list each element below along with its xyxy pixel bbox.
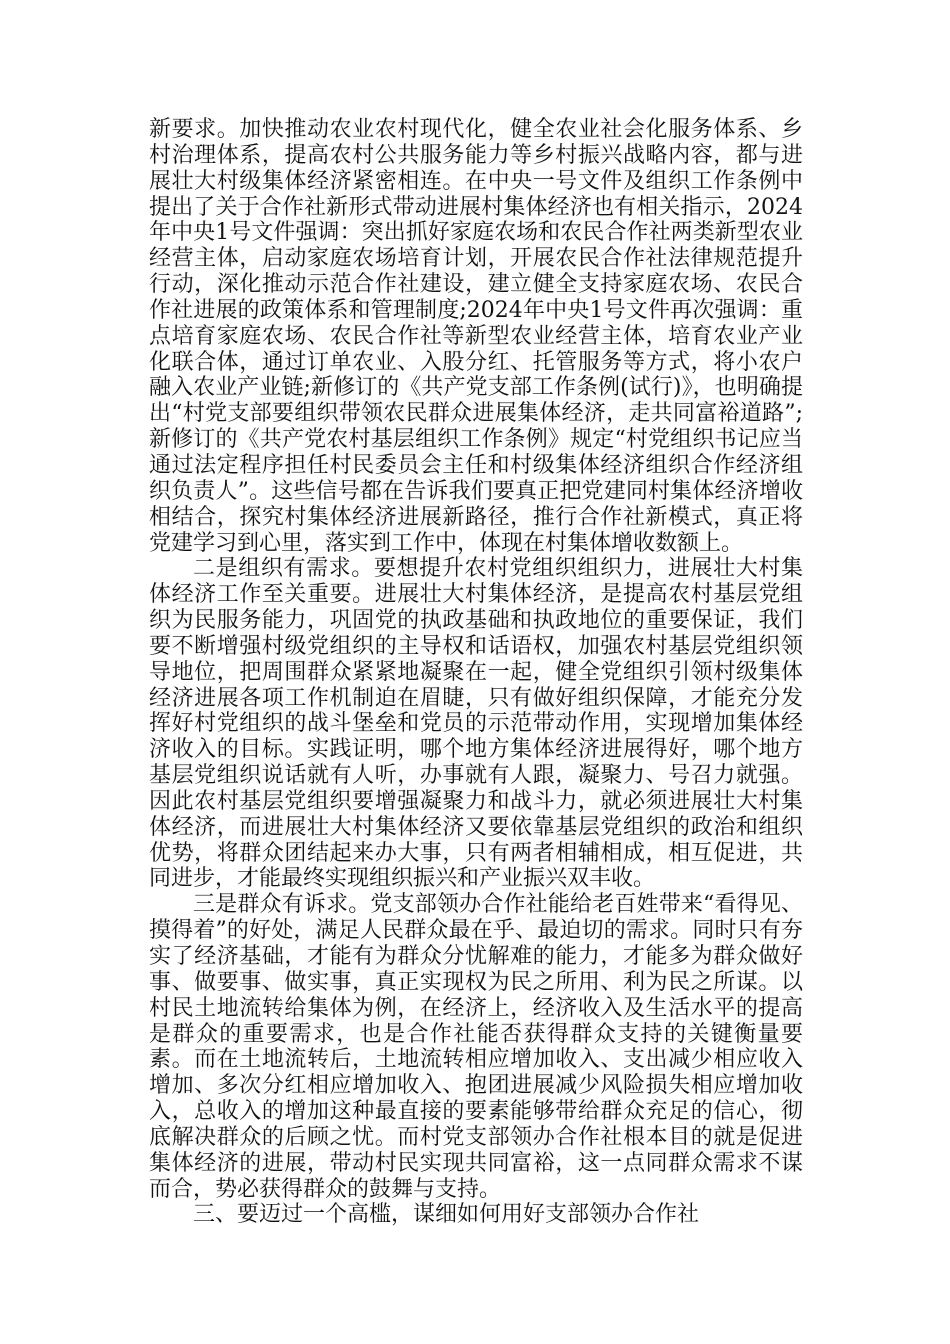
- document-body: [149, 117, 803, 1228]
- paragraph-public-demand: 三是群众有诉求。党支部领办合作社能给老百姓带来“看得见、摸得着”的好处，满足人民群众最在乎、最迫切的需求。同时只有夯实了经济基础，才能有为群众分忧解难的能力，才能多为群众做好事、做要事、做实事，真正实现权为民之所用、利为民之所谋。以村民土地流转给集体为例，在经济上，经济收入及生活水平的提高是群众的重要需求，也是合作社能否获得群众支持的关键衡量要素。而在土地流转后，土地流转相应增加收入、支出减少相应收入增加、多次分红相应增加收入、抱团进展减少风险损失相应增加收入，总收入的增加这种最直接的要素能够带给群众充足的信心，彻底解决群众的后顾之忧。而村党支部领办合作社根本目的就是促进集体经济的进展，带动村民实现共同富裕，这一点同群众需求不谋而合，势必获得群众的鼓舞与支持。: [149, 892, 803, 1202]
- paragraph-organization-demand: 二是组织有需求。要想提升农村党组织组织力，进展壮大村集体经济工作至关重要。进展壮大村集体经济，是提高农村基层党组织为民服务能力，巩固党的执政基础和执政地位的重要保证，我们要不断增强村级党组织的主导权和话语权，加强农村基层党组织领导地位，把周围群众紧紧地凝聚在一起，健全党组织引领村级集体经济进展各项工作机制迫在眉睫，只有做好组织保障，才能充分发挥好村党组织的战斗堡垒和党员的示范带动作用，实现增加集体经济收入的目标。实践证明，哪个地方集体经济进展得好，哪个地方基层党组织说话就有人听，办事就有人跟，凝聚力、号召力就强。因此农村基层党组织要增强凝聚力和战斗力，就必须进展壮大村集体经济，而进展壮大村集体经济又要依靠基层党组织的政治和组织优势，将群众团结起来办大事，只有两者相辅相成，相互促进，共同进步，才能最终实现组织振兴和产业振兴双丰收。: [149, 556, 803, 892]
- section-heading-three: 三、要迈过一个高槛，谋细如何用好支部领办合作社: [193, 1202, 700, 1228]
- paragraph-continuation: 新要求。加快推动农业农村现代化，健全农业社会化服务体系、乡村治理体系，提高农村公共服务能力等乡村振兴战略内容，都与进展壮大村级集体经济紧密相连。在中央一号文件及组织工作条例中提出了关于合作社新形式带动进展村集体经济也有相关指示，2024年中央1号文件强调：突出抓好家庭农场和农民合作社两类新型农业经营主体，启动家庭农场培育计划，开展农民合作社法律规范提升行动，深化推动示范合作社建设，建立健全支持家庭农场、农民合作社进展的政策体系和管理制度;2024年中央1号文件再次强调：重点培育家庭农场、农民合作社等新型农业经营主体，培育农业产业化联合体，通过订单农业、入股分红、托管服务等方式，将小农户融入农业产业链;新修订的《共产党支部工作条例(试行)》，也明确提出“村党支部要组织带领农民群众进展集体经济，走共同富裕道路”;新修订的《共产党农村基层组织工作条例》规定“村党组织书记应当通过法定程序担任村民委员会主任和村级集体经济组织合作经济组织负责人”。这些信号都在告诉我们要真正把党建同村集体经济增收相结合，探究村集体经济进展新路径，推行合作社新模式，真正将党建学习到心里，落实到工作中，体现在村集体增收数额上。: [149, 117, 803, 556]
